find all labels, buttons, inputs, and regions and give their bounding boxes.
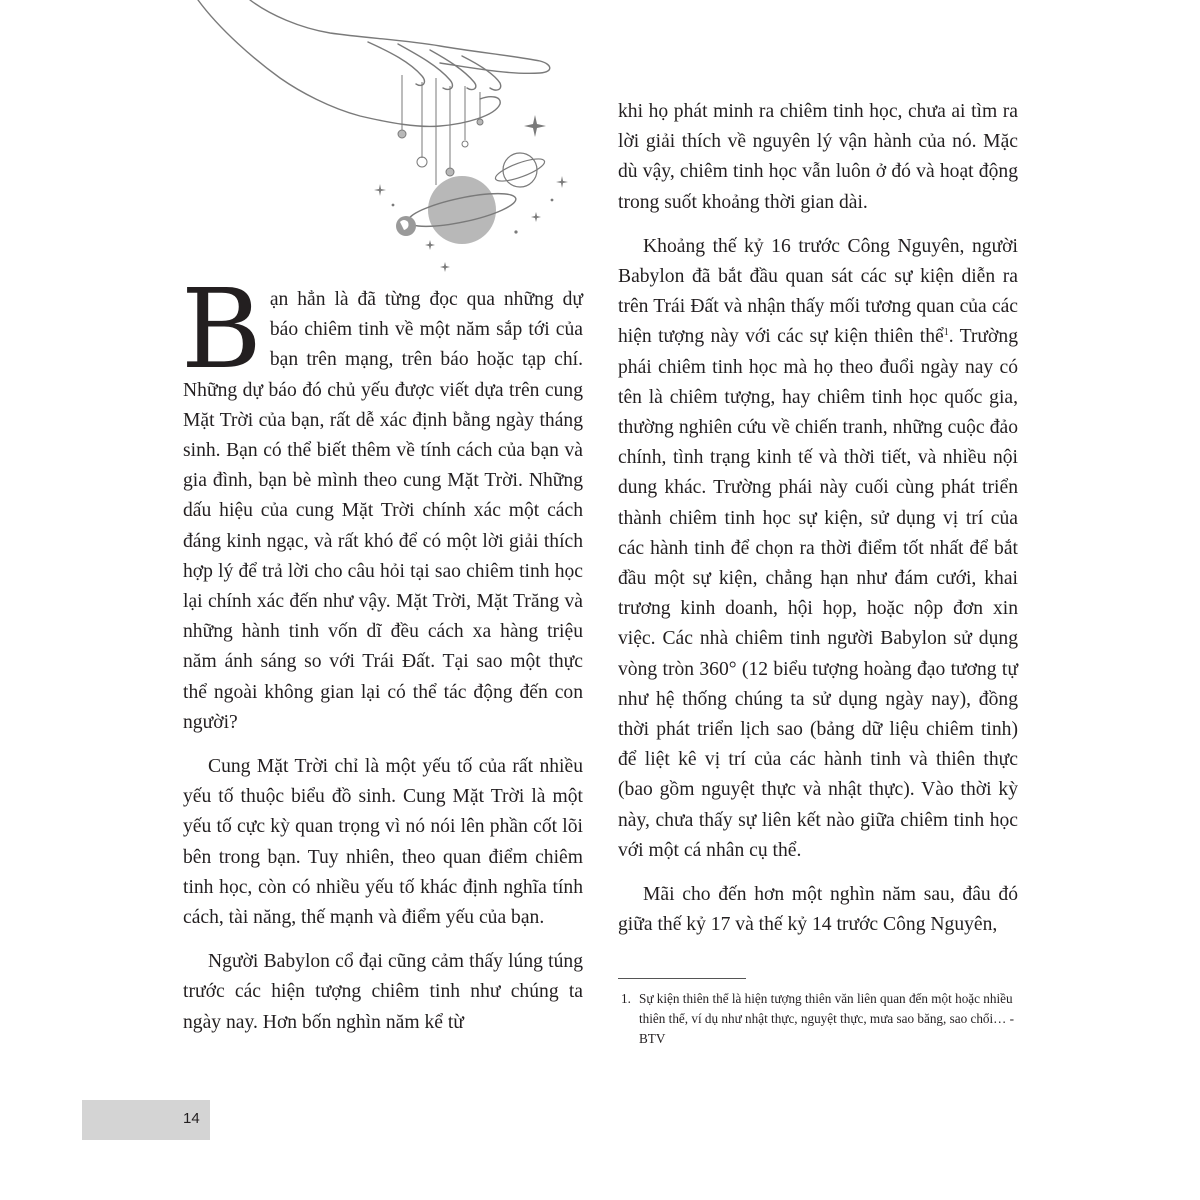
paragraph-16th-century-rest: . Trường phái chiêm tinh học mà họ theo đuổi ngày nay có tên là chiêm tượng, hay chiêm tinh học quốc gia, thường nghiên cứu về chiến tranh, những cuộc đảo chính, tình trạng kinh tế và thời tiết, và nhiều nội dung khác. Trường phái này cuối cùng phát triển thành chiêm tinh học sự kiện, sử dụng vị trí của các hành tinh để chọn ra thời điểm tốt nhất để bắt đầu một sự kiện, chẳng hạn như đám cưới, khai trương kinh doanh, hội họp, hoặc nộp đơn xin việc. Các nhà chiêm tinh người Babylon sử dụng vòng tròn 360° (12 biểu tượng hoàng đạo tương tự như hệ thống chúng ta sử dụng ngày nay), đồng thời phát triển lịch sao (bảng dữ liệu chiêm tinh) để liệt kê vị trí của các hành tinh và thiên thực (bao gồm nguyệt thực và nhật thực). Vào thời kỳ này, chưa thấy sự liên kết nào giữa chiêm tinh học với một cá nhân cụ thể. [618,326,1018,861]
drop-cap: B [181,265,262,393]
footnote [621,989,1021,1049]
paragraph-intro-text: ạn hẳn là đã từng đọc qua những dự báo chiêm tinh về một năm sắp tới của bạn trên mạng, trên báo hoặc tạp chí. Những dự báo đó chủ yếu được viết dựa trên cung Mặt Trời của bạn, rất dễ xác định bằng ngày tháng sinh. Bạn có thể biết thêm về tính cách của bạn và gia đình, bạn bè mình theo cung Mặt Trời. Những dấu hiệu của cung Mặt Trời chính xác một cách đáng kinh ngạc, và rất khó để có một lời giải thích hợp lý để trả lời cho câu hỏi tại sao chiêm tinh học lại chính xác đến như vậy. Mặt Trời, Mặt Trăng và những hành tinh vốn dĩ đều cách xa hàng triệu năm ánh sáng so với Trái Đất. Tại sao một thực thể ngoài không gian lại có thể tác động đến con người? [183,289,583,733]
paragraph-continuation: khi họ phát minh ra chiêm tinh học, chưa ai tìm ra lời giải thích về nguyên lý vận hành của nó. Mặc dù vậy, chiêm tinh học vẫn luôn ở đó và hoạt động trong suốt khoảng thời gian dài. [618,101,1018,213]
footnote-marker: 1 [943,327,949,339]
paragraph-sun-sign: Cung Mặt Trời chỉ là một yếu tố của rất nhiều yếu tố thuộc biểu đồ sinh. Cung Mặt Trời là một yếu tố cực kỳ quan trọng vì nó nói lên phần cốt lõi bên trong bạn. Tuy nhiên, theo quan điểm chiêm tinh học, còn có nhiều yếu tố khác định nghĩa tính cách, tài năng, thế mạnh và điểm yếu của bạn. [183,756,583,929]
paragraph-16th-century [618,232,1018,866]
hand-with-planets-illustration [190,0,590,280]
footnote-text: Sự kiện thiên thể là hiện tượng thiên văn liên quan đến một hoặc nhiều thiên thể, ví dụ như nhật thực, nguyệt thực, mưa sao băng, sao chổi… - BTV [639,991,1015,1046]
earth-icon [396,216,416,236]
footnote-number: 1. [621,991,631,1006]
right-column [618,97,1018,940]
paragraph-thousand-years: Mãi cho đến hơn một nghìn năm sau, đâu đó giữa thế kỷ 17 và thế kỷ 14 trước Công Nguyên, [618,884,1018,936]
paragraph-intro [181,265,583,738]
paragraph-babylon-intro: Người Babylon cổ đại cũng cảm thấy lúng túng trước các hiện tượng chiêm tinh như chúng ta ngày nay. Hơn bốn nghìn năm kể từ [183,951,583,1033]
hand-icon [198,0,550,126]
saturn-icon [406,176,519,244]
hanging-planets-icon [398,75,483,185]
ringed-planet-icon [493,153,547,187]
paragraph-16th-century-start: Khoảng thế kỷ 16 trước Công Nguyên, người Babylon đã bắt đầu quan sát các sự kiện diễn ra trên Trái Đất và nhận thấy mối tương quan của các hiện tượng này với các sự kiện thiên thể [618,235,1018,348]
footnote-divider [618,978,746,979]
page-number: 14 [183,1110,200,1127]
left-column [181,265,583,1038]
